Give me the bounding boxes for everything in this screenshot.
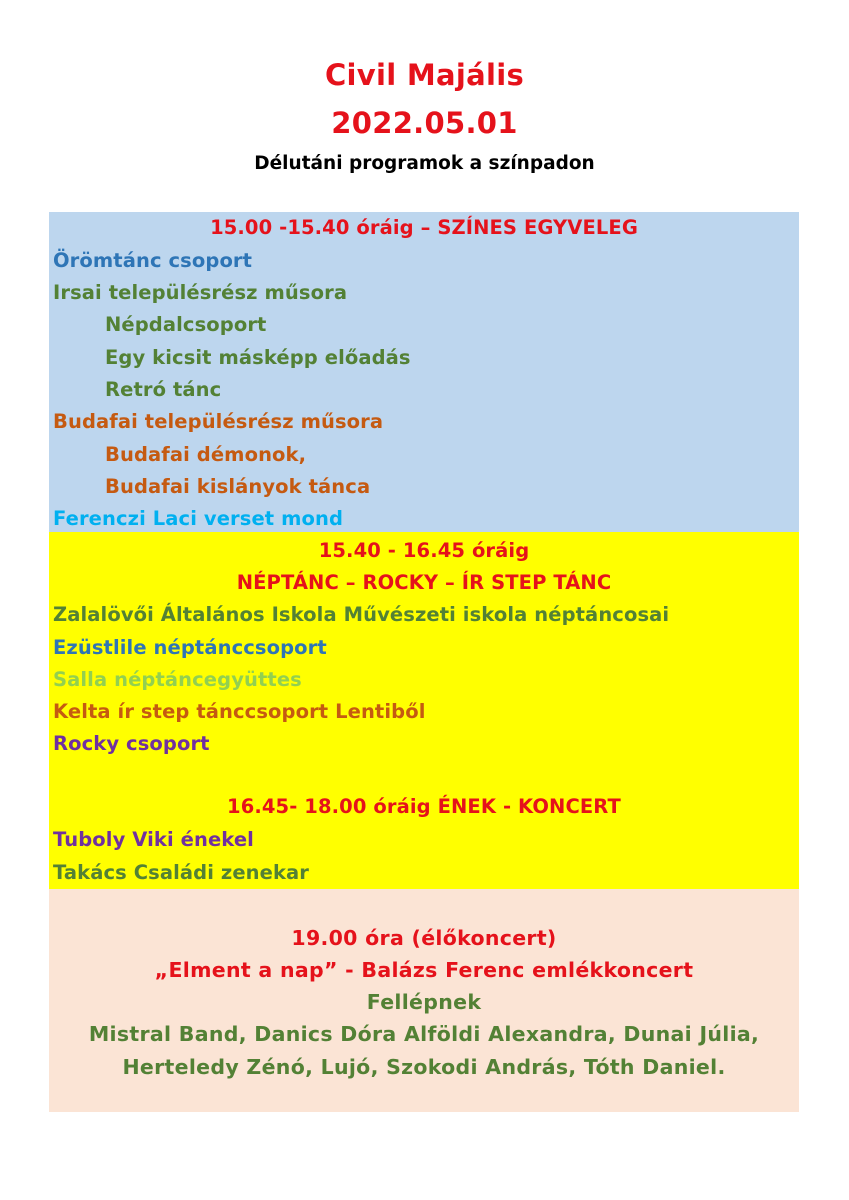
program-item: Budafai településrész műsora (53, 410, 384, 433)
section-heading: 15.00 -15.40 óráig – SZÍNES EGYVELEG (210, 216, 638, 239)
section-heading-time: 19.00 óra (élőkoncert) (291, 926, 557, 950)
program-item: Takács Családi zenekar (53, 861, 310, 884)
section-heading-time: 15.40 - 16.45 óráig (318, 539, 530, 562)
event-subtitle: Délutáni programok a színpadon (254, 153, 595, 174)
program-item: Rocky csoport (53, 732, 210, 755)
program-item: Zalalövői Általános Iskola Művészeti iskola néptáncosai (53, 603, 670, 626)
section-szines-egyveleg (49, 212, 799, 532)
section-heading: NÉPTÁNC – ROCKY – ÍR STEP TÁNC (236, 571, 612, 594)
event-title: Civil Majális (324, 58, 525, 92)
program-item: Salla néptáncegyüttes (53, 668, 302, 691)
program-item: Kelta ír step tánccsoport Lentiből (53, 700, 426, 723)
performers-label: Fellépnek (366, 990, 482, 1014)
program-item: Ezüstlile néptánccsoport (53, 636, 327, 659)
program-item: Tuboly Viki énekel (53, 828, 254, 851)
program-subitem: Népdalcsoport (105, 313, 267, 336)
section-neptanc-rocky (49, 532, 799, 889)
section-elokoncert (49, 889, 799, 1112)
program-item: Örömtánc csoport (53, 249, 253, 272)
program-subitem: Budafai kislányok tánca (105, 475, 371, 498)
performers-list: Mistral Band, Danics Dóra Alföldi Alexandra, Dunai Júlia, (88, 1022, 760, 1046)
section-heading: 16.45- 18.00 óráig ÉNEK - KONCERT (227, 795, 621, 818)
program-subitem: Budafai démonok, (105, 443, 307, 466)
event-date: 2022.05.01 (331, 106, 518, 140)
program-subitem: Egy kicsit másképp előadás (105, 346, 411, 369)
performers-list: Herteledy Zénó, Lujó, Szokodi András, Tóth Daniel. (122, 1055, 726, 1079)
program-item: Ferenczi Laci verset mond (53, 507, 344, 530)
program-item: Irsai településrész műsora (53, 281, 348, 304)
program-subitem: Retró tánc (105, 378, 222, 401)
section-heading: „Elment a nap” - Balázs Ferenc emlékkoncert (154, 958, 694, 982)
